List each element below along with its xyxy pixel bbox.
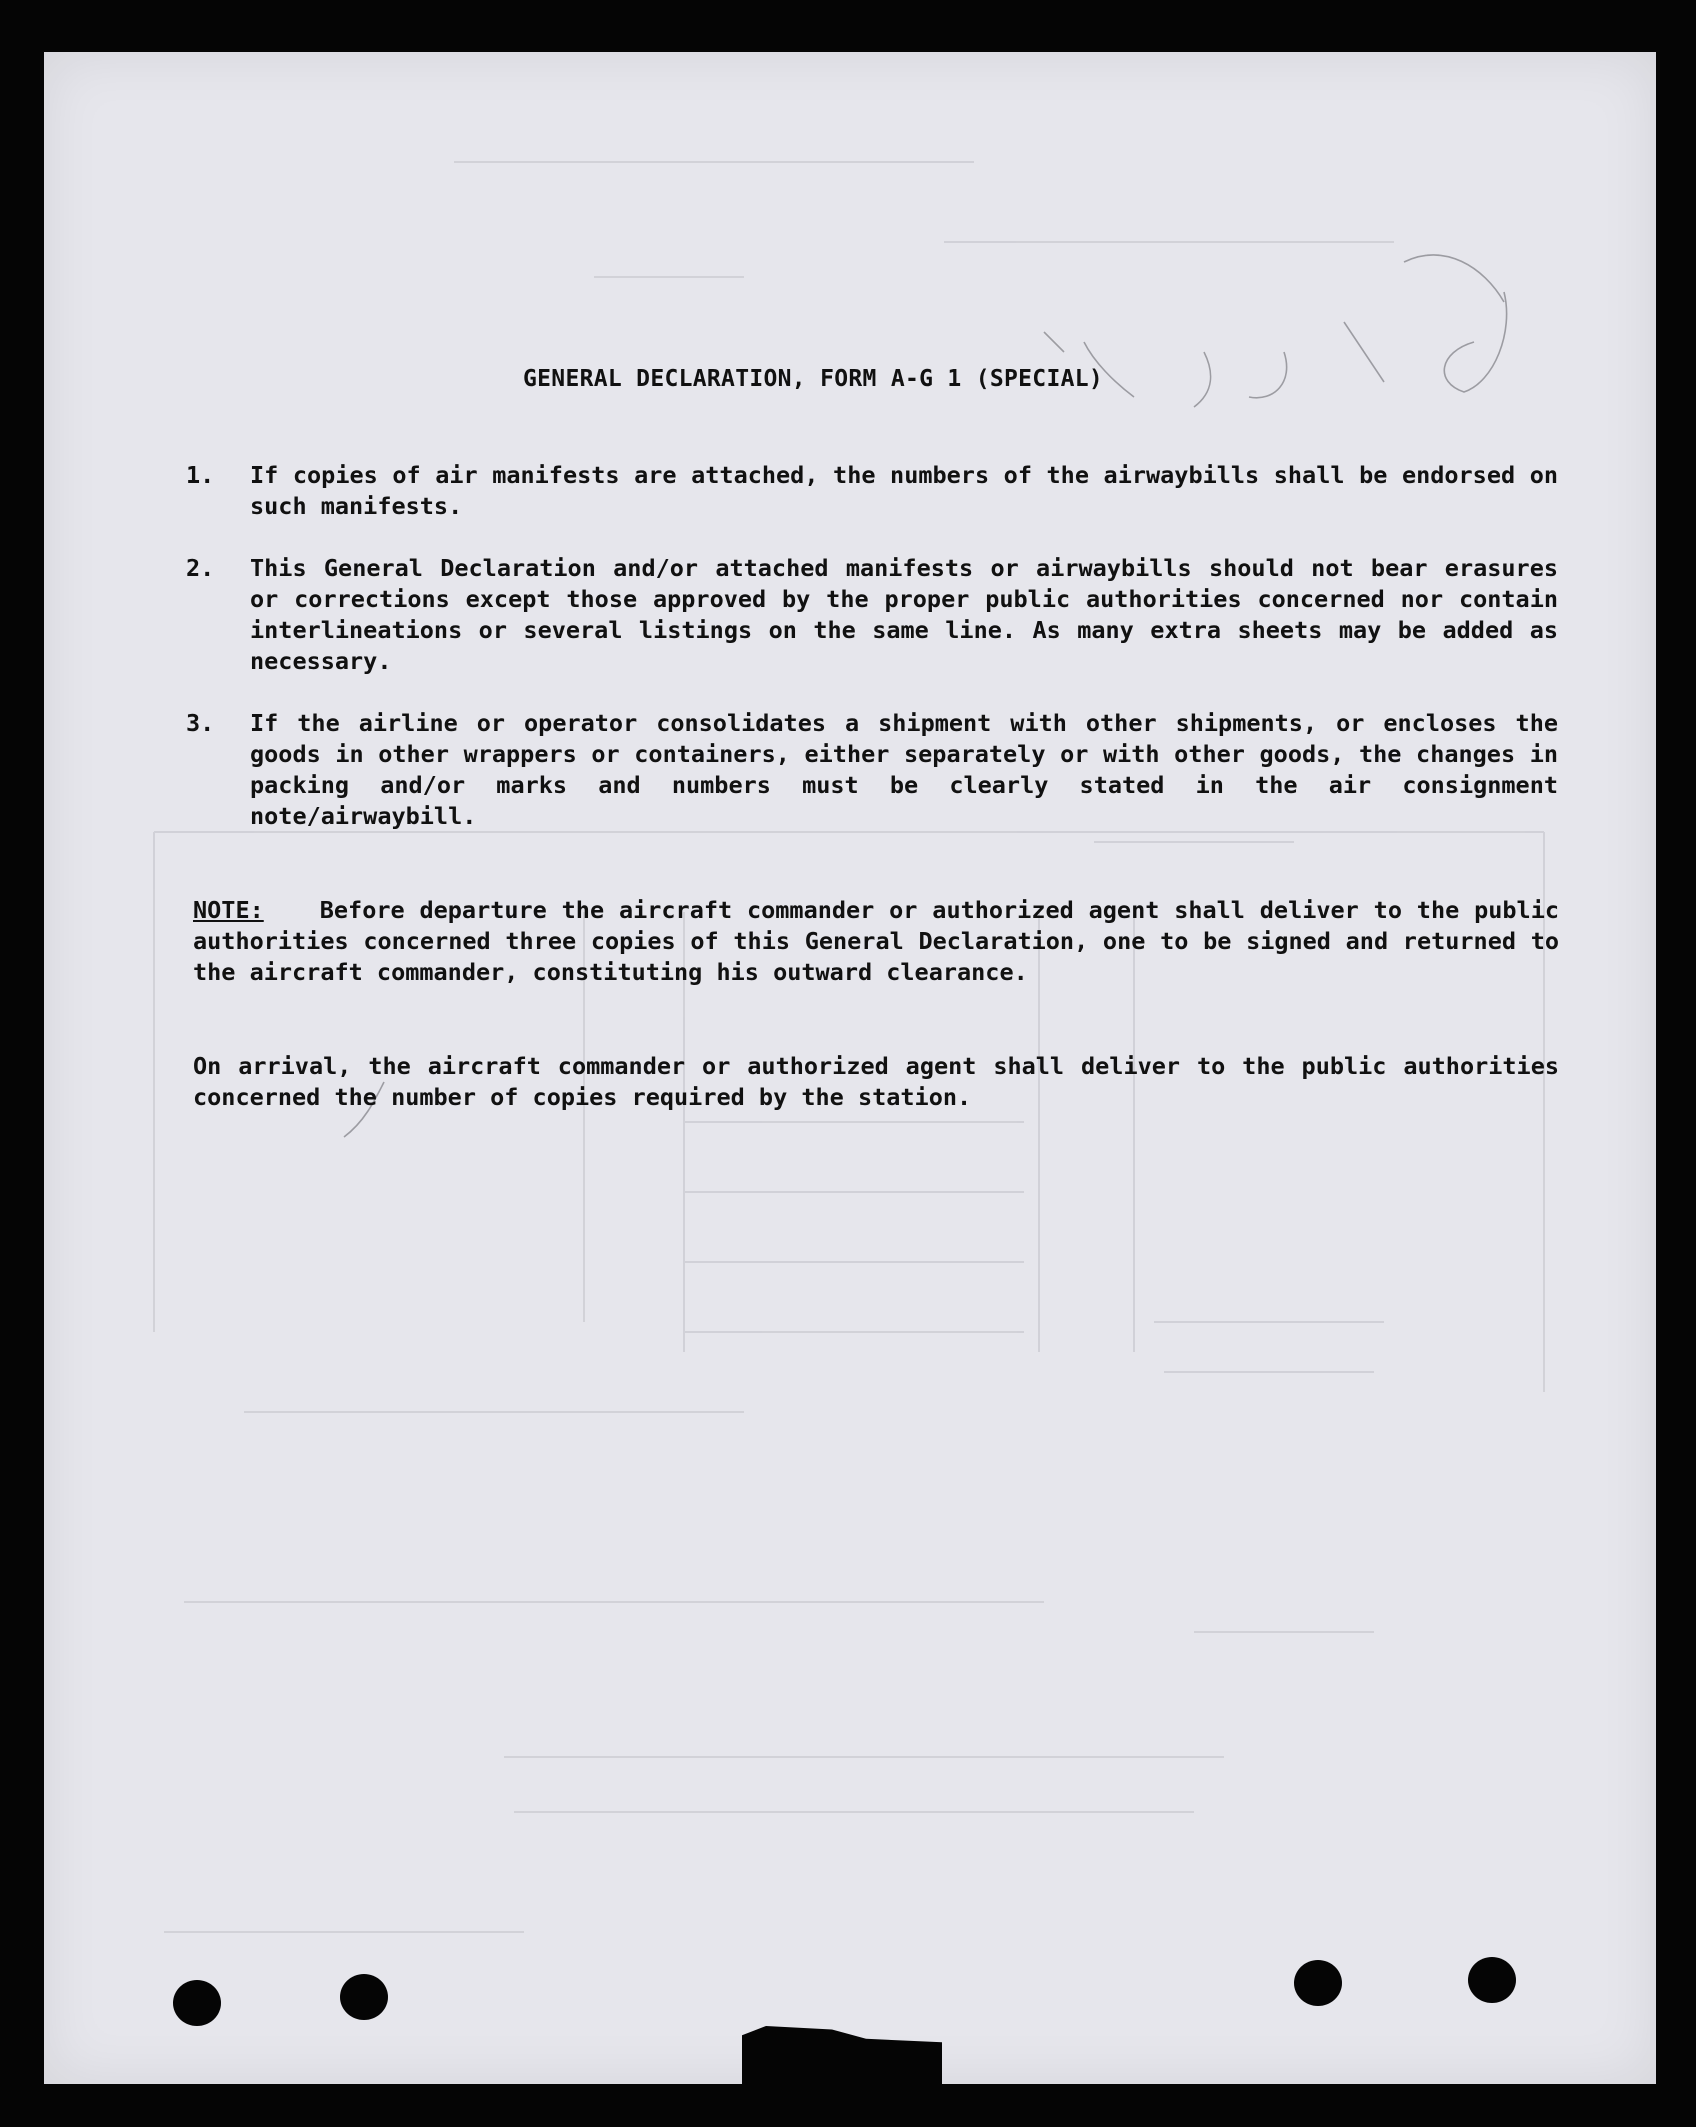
item-number: 1. <box>186 461 215 489</box>
note-text: Before departure the aircraft commander or authorized agent shall deliver to the public authorities concerned three copies of this General Declaration, one to be signed and returned to the aircraft commander, constituting his outward clearance. <box>193 896 1559 986</box>
declaration-item-1 <box>186 460 1558 522</box>
arrival-paragraph: On arrival, the aircraft commander or authorized agent shall deliver to the public authorities concerned the number of copies required by the station. <box>193 1052 1559 1111</box>
item-text: This General Declaration and/or attached manifests or airwaybills should not bear erasures or corrections except those approved by the proper public authorities concerned nor contain interlineations or several listings on the same line. As many extra sheets may be added as necessary. <box>250 554 1558 675</box>
declaration-item-3 <box>186 708 1558 832</box>
item-number: 2. <box>186 554 215 582</box>
punch-hole <box>173 1980 221 2026</box>
punch-hole <box>1468 1957 1516 2003</box>
item-number: 3. <box>186 709 215 737</box>
punch-hole <box>340 1974 388 2020</box>
page-title: GENERAL DECLARATION, FORM A-G 1 (SPECIAL) <box>523 366 1104 392</box>
item-text: If the airline or operator consolidates a shipment with other shipments, or encloses the goods in other wrappers or containers, either separately or with other goods, the changes in packing and/or marks and numbers must be clearly stated in the air consignment note/airwaybill. <box>250 709 1558 830</box>
declaration-item-2 <box>186 553 1558 677</box>
note-label: NOTE: <box>193 896 264 924</box>
punch-hole <box>1294 1960 1342 2006</box>
item-text: If copies of air manifests are attached, the numbers of the airwaybills shall be endorsed on such manifests. <box>250 461 1558 520</box>
paper-sheet <box>44 52 1656 2084</box>
note-paragraph <box>193 895 1559 988</box>
